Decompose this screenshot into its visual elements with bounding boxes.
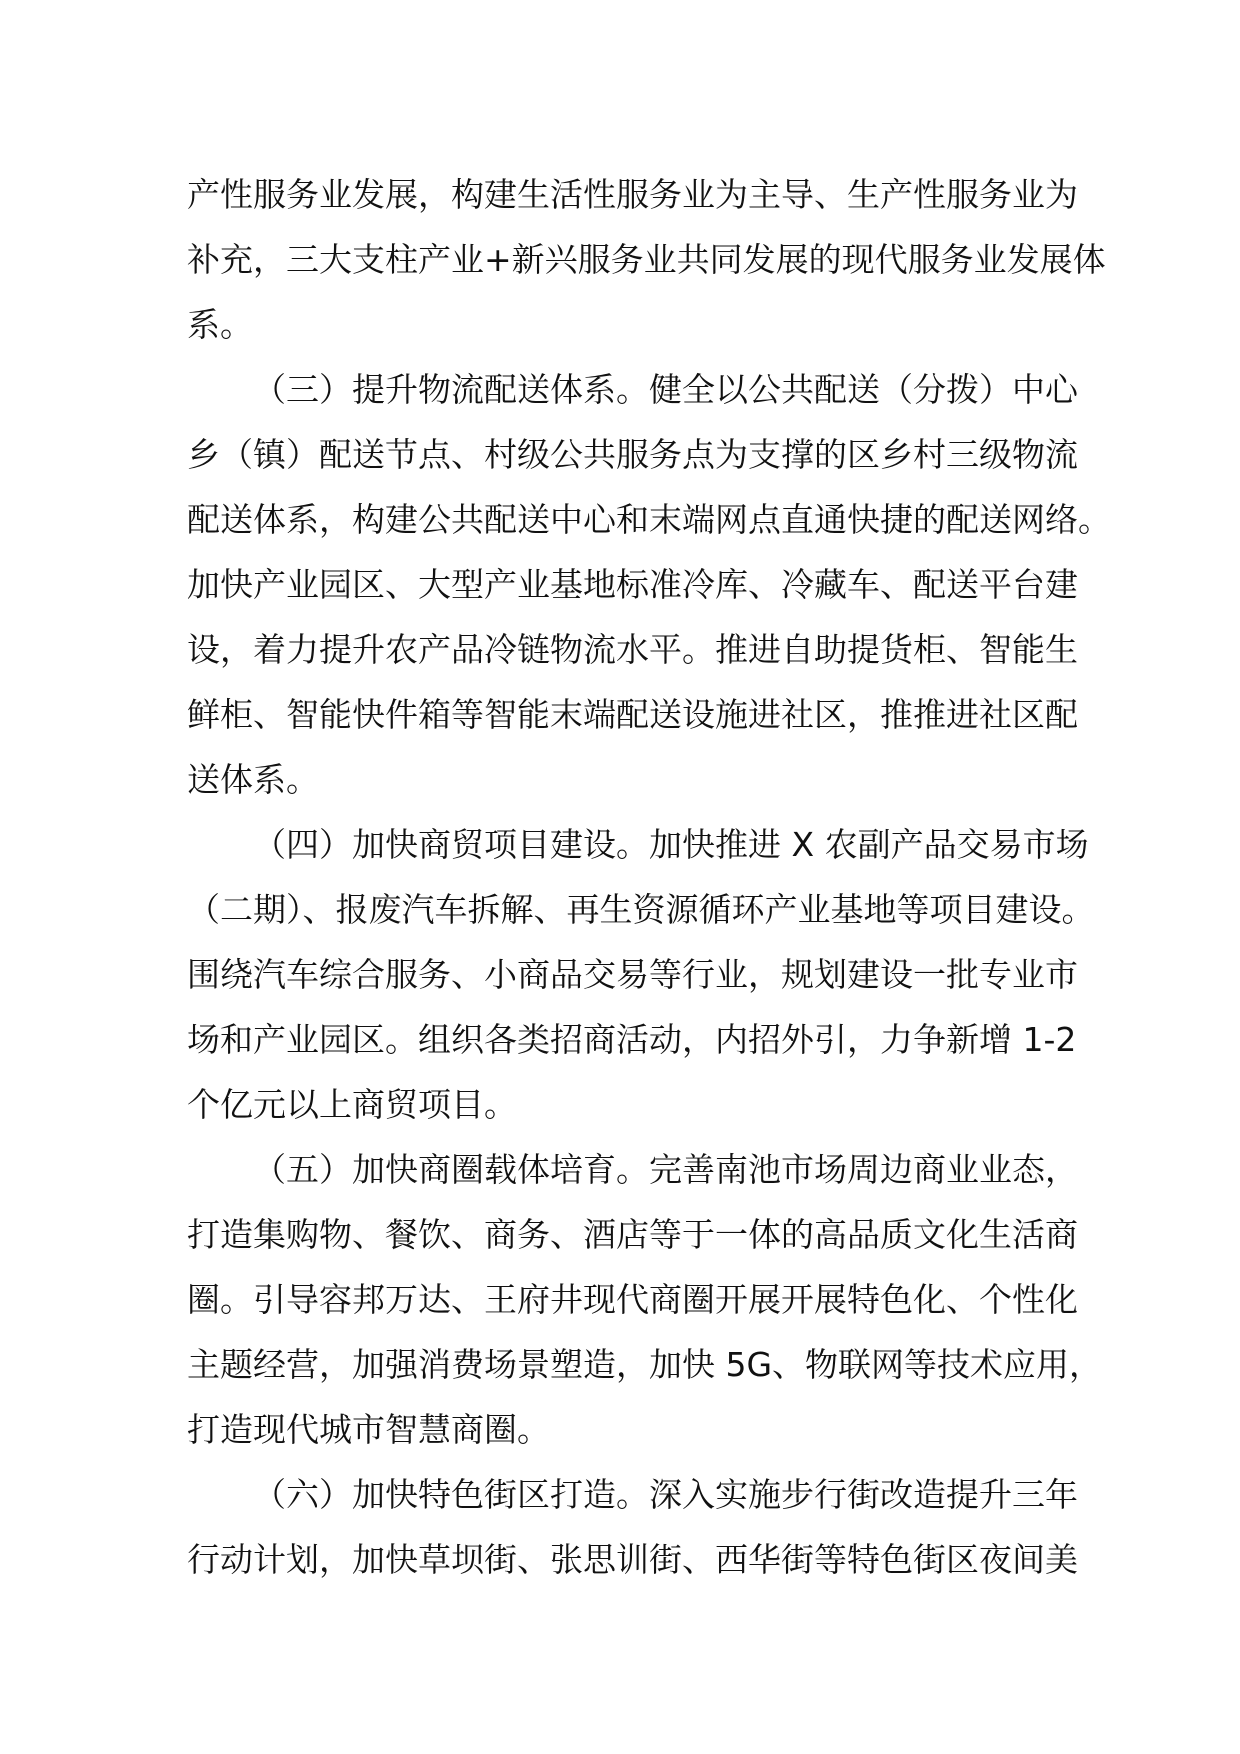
text-line: 打造现代城市智慧商圈。 (187, 1410, 550, 1449)
text-line: （二期）、报废汽车拆解、再生资源循环产业基地等项目建设。 (187, 890, 1095, 929)
paragraph-heading-line: （五）加快商圈载体培育。完善南池市场周边商业业态， (253, 1150, 1078, 1189)
text-line: 乡（镇）配送节点、村级公共服务点为支撑的区乡村三级物流 (187, 435, 1078, 474)
text-line: 产性服务业发展，构建生活性服务业为主导、生产性服务业为 (187, 175, 1078, 214)
text-line: 送体系。 (187, 760, 319, 799)
paragraph-heading-line: （六）加快特色街区打造。深入实施步行街改造提升三年 (253, 1475, 1078, 1514)
text-line: 主题经营，加强消费场景塑造，加快 5G、物联网等技术应用， (187, 1345, 1103, 1384)
text-line: 圈。引导容邦万达、王府井现代商圈开展开展特色化、个性化 (187, 1280, 1078, 1319)
paragraph-heading-line: （四）加快商贸项目建设。加快推进 X 农副产品交易市场 (253, 825, 1089, 864)
text-line: 场和产业园区。组织各类招商活动，内招外引，力争新增 1-2 (187, 1020, 1077, 1059)
text-line: 鲜柜、智能快件箱等智能末端配送设施进社区，推推进社区配 (187, 695, 1078, 734)
text-line: 围绕汽车综合服务、小商品交易等行业，规划建设一批专业市 (187, 955, 1078, 994)
paragraph-heading-line: （三）提升物流配送体系。健全以公共配送（分拨）中心 (253, 370, 1078, 409)
text-line: 系。 (187, 305, 253, 344)
text-line: 加快产业园区、大型产业基地标准冷库、冷藏车、配送平台建 (187, 565, 1078, 604)
text-line: 行动计划，加快草坝街、张思训街、西华街等特色街区夜间美 (187, 1540, 1078, 1579)
body-text (187, 162, 1111, 1592)
text-line: 打造集购物、餐饮、商务、酒店等于一体的高品质文化生活商 (187, 1215, 1078, 1254)
text-line: 补充，三大支柱产业+新兴服务业共同发展的现代服务业发展体 (187, 240, 1106, 279)
text-line: 配送体系，构建公共配送中心和末端网点直通快捷的配送网络。 (187, 500, 1111, 539)
text-line: 设，着力提升农产品冷链物流水平。推进自助提货柜、智能生 (187, 630, 1078, 669)
text-line: 个亿元以上商贸项目。 (187, 1085, 517, 1124)
